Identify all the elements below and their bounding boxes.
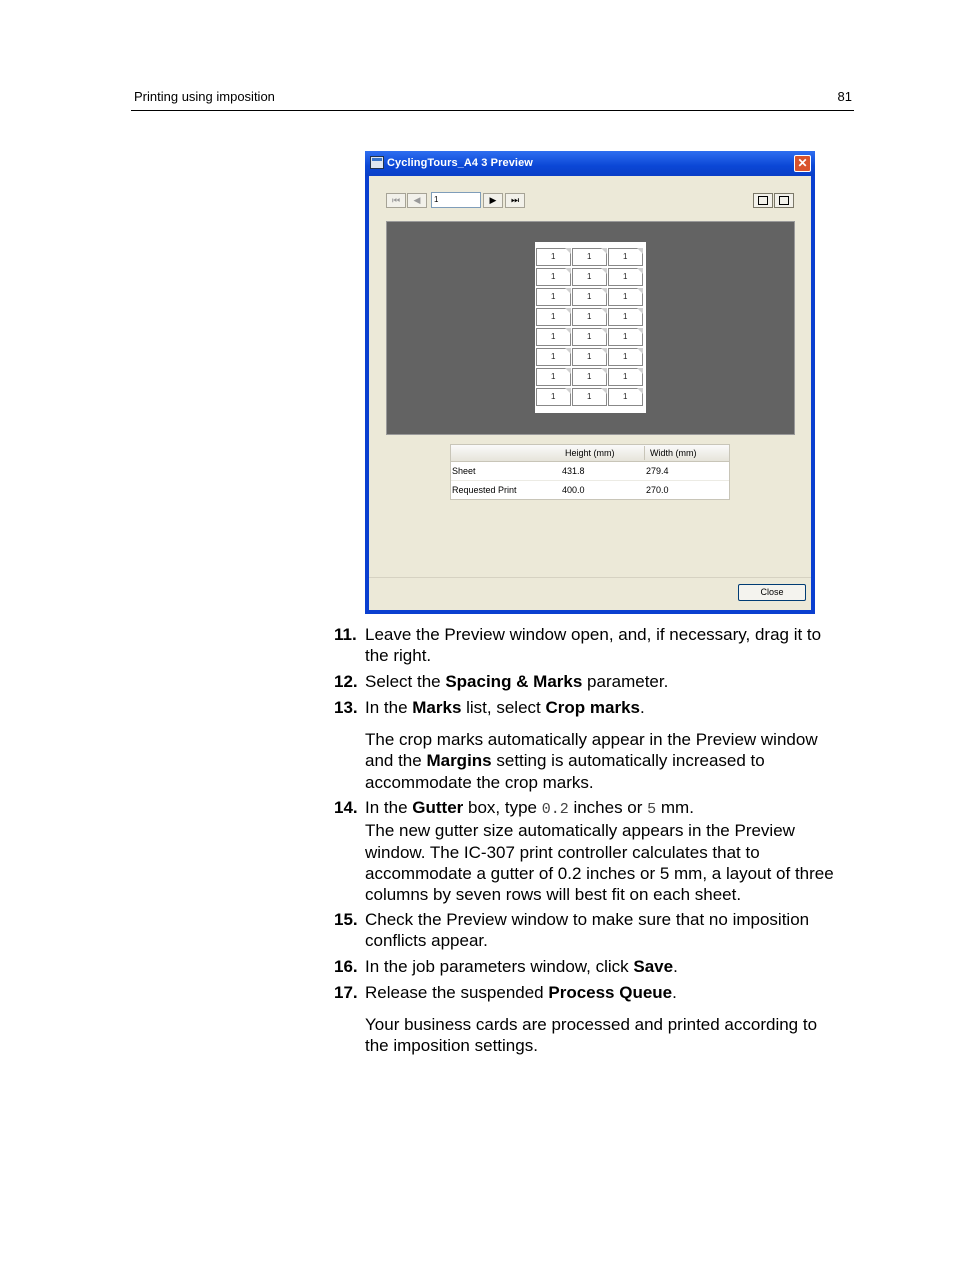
previous-page-button[interactable]: ◀ — [407, 193, 427, 208]
imposed-card — [536, 288, 571, 306]
card-page-label: 1 — [587, 292, 592, 301]
text-run: In the job parameters window, click — [365, 957, 634, 976]
card-page-label: 1 — [587, 252, 592, 261]
card-page-label: 1 — [551, 352, 556, 361]
step-number: 14. — [334, 798, 358, 817]
card-page-label: 1 — [623, 352, 628, 361]
text-run: inches or — [568, 798, 648, 817]
text-run: In the — [365, 798, 413, 817]
step-15-text — [365, 909, 857, 952]
requested-height: 400.0 — [562, 485, 585, 495]
card-page-label: 1 — [623, 372, 628, 381]
card-page-label: 1 — [587, 272, 592, 281]
imposition-sheet — [535, 242, 646, 413]
next-page-button[interactable]: ▶ — [483, 193, 503, 208]
card-page-label: 1 — [587, 312, 592, 321]
text-run: setting is automatically increased to — [491, 751, 765, 771]
imposed-card — [608, 388, 643, 406]
card-page-label: 1 — [551, 332, 556, 341]
column-height: Height (mm) — [565, 448, 615, 458]
imposed-card — [536, 248, 571, 266]
window-titlebar[interactable] — [365, 151, 815, 176]
card-page-label: 1 — [587, 352, 592, 361]
page-number-input[interactable]: 1 — [431, 192, 481, 208]
imposed-card — [536, 328, 571, 346]
card-page-label: 1 — [587, 392, 592, 401]
ui-term: Spacing & Marks — [445, 672, 583, 691]
text-line: the right. — [365, 646, 432, 666]
imposed-card — [536, 268, 571, 286]
card-page-label: 1 — [623, 272, 628, 281]
step-14-text — [365, 797, 857, 905]
card-page-label: 1 — [587, 332, 592, 341]
window-footer — [369, 577, 811, 610]
text-run: Select the — [365, 672, 446, 691]
sheet-height: 431.8 — [562, 466, 585, 476]
imposed-card — [572, 268, 607, 286]
card-page-label: 1 — [623, 312, 628, 321]
sheet-width: 279.4 — [646, 466, 669, 476]
text-line: window. The IC-307 print controller calculates that to — [365, 842, 760, 862]
imposed-card — [608, 328, 643, 346]
page-number: 81 — [837, 89, 852, 104]
text-line: The new gutter size automatically appears in the Preview — [365, 821, 795, 841]
imposed-card — [608, 348, 643, 366]
ui-term: Crop marks — [545, 698, 640, 717]
step-number: 13. — [334, 698, 358, 717]
ui-term: Marks — [412, 698, 462, 717]
imposed-card — [572, 388, 607, 406]
text-line: Check the Preview window to make sure that no imposition — [365, 910, 810, 929]
text-line: Your business cards are processed and printed according to — [365, 1015, 818, 1034]
step-13-text — [365, 697, 857, 718]
text-run: parameter. — [582, 672, 669, 691]
last-page-button[interactable]: ⏭ — [505, 193, 525, 208]
ui-term: Save — [633, 957, 674, 976]
text-run: mm. — [656, 798, 694, 817]
code-value: 5 — [647, 801, 657, 818]
window-title: CyclingTours_A4 3 Preview — [387, 157, 533, 169]
card-page-label: 1 — [551, 292, 556, 301]
text-line: accommodate a gutter of 0.2 inches or 5 mm, a layout of three — [365, 863, 834, 883]
text-run: In the — [365, 698, 413, 717]
header-rule — [131, 110, 854, 111]
text-line: columns by seven rows will best fit on each sheet. — [365, 885, 742, 905]
text-run: list, select — [461, 698, 546, 717]
imposed-card — [536, 388, 571, 406]
imposed-card — [608, 248, 643, 266]
step-16-text — [365, 956, 857, 977]
first-page-button[interactable]: ⏮ — [386, 193, 406, 208]
text-run: and the — [365, 751, 427, 771]
app-icon — [370, 156, 384, 169]
imposed-card — [608, 368, 643, 386]
card-page-label: 1 — [551, 372, 556, 381]
imposed-card — [536, 368, 571, 386]
row-divider — [451, 480, 729, 481]
row-label-requested-print: Requested Print — [452, 485, 517, 495]
text-run: Release the suspended — [365, 983, 549, 1002]
step-17-text — [365, 982, 857, 1003]
back-view-icon — [779, 196, 789, 205]
text-run: . — [673, 957, 678, 976]
code-value: 0.2 — [541, 801, 569, 818]
running-header-section: Printing using imposition — [134, 89, 275, 104]
imposed-card — [572, 348, 607, 366]
step-number: 15. — [334, 910, 358, 929]
column-divider[interactable] — [644, 446, 645, 460]
card-page-label: 1 — [551, 392, 556, 401]
back-view-button[interactable] — [774, 193, 794, 208]
step-12-text — [365, 671, 857, 692]
imposed-card — [572, 288, 607, 306]
text-line: the imposition settings. — [365, 1036, 538, 1056]
dimensions-table — [450, 444, 730, 500]
final-note — [365, 1014, 857, 1057]
imposed-card — [572, 248, 607, 266]
ui-term: Process Queue — [548, 983, 673, 1002]
row-label-sheet: Sheet — [452, 466, 476, 476]
step-number: 12. — [334, 672, 358, 691]
step-number: 16. — [334, 957, 358, 976]
step-11-text — [365, 624, 857, 667]
card-page-label: 1 — [551, 312, 556, 321]
card-page-label: 1 — [623, 252, 628, 261]
imposed-card — [572, 368, 607, 386]
column-width: Width (mm) — [650, 448, 697, 458]
card-page-label: 1 — [551, 252, 556, 261]
requested-width: 270.0 — [646, 485, 669, 495]
front-view-button[interactable] — [753, 193, 773, 208]
imposed-card — [536, 308, 571, 326]
imposed-card — [608, 268, 643, 286]
close-button[interactable]: Close — [738, 584, 806, 601]
close-icon[interactable]: ✕ — [794, 155, 811, 172]
ui-term: Gutter — [412, 798, 464, 817]
text-line: The crop marks automatically appear in the Preview window — [365, 730, 818, 749]
table-header — [451, 445, 729, 462]
text-run: box, type — [463, 798, 542, 817]
preview-window — [365, 151, 815, 614]
text-run: . — [672, 983, 677, 1002]
step-13-note — [365, 729, 857, 793]
text-line: conflicts appear. — [365, 931, 488, 951]
card-page-label: 1 — [587, 372, 592, 381]
card-page-label: 1 — [623, 392, 628, 401]
imposed-card — [608, 308, 643, 326]
card-page-label: 1 — [623, 332, 628, 341]
text-line: Leave the Preview window open, and, if necessary, drag it to — [365, 625, 822, 644]
front-view-icon — [758, 196, 768, 205]
step-number: 11. — [334, 625, 357, 644]
ui-term: Margins — [426, 751, 492, 771]
window-client — [369, 176, 811, 610]
imposition-preview-area — [386, 221, 795, 435]
step-number: 17. — [334, 983, 358, 1002]
imposed-card — [572, 328, 607, 346]
text-line: accommodate the crop marks. — [365, 772, 594, 792]
text-run: . — [639, 698, 645, 717]
card-page-label: 1 — [623, 292, 628, 301]
imposed-card — [572, 308, 607, 326]
card-page-label: 1 — [551, 272, 556, 281]
imposed-card — [536, 348, 571, 366]
imposed-card — [608, 288, 643, 306]
